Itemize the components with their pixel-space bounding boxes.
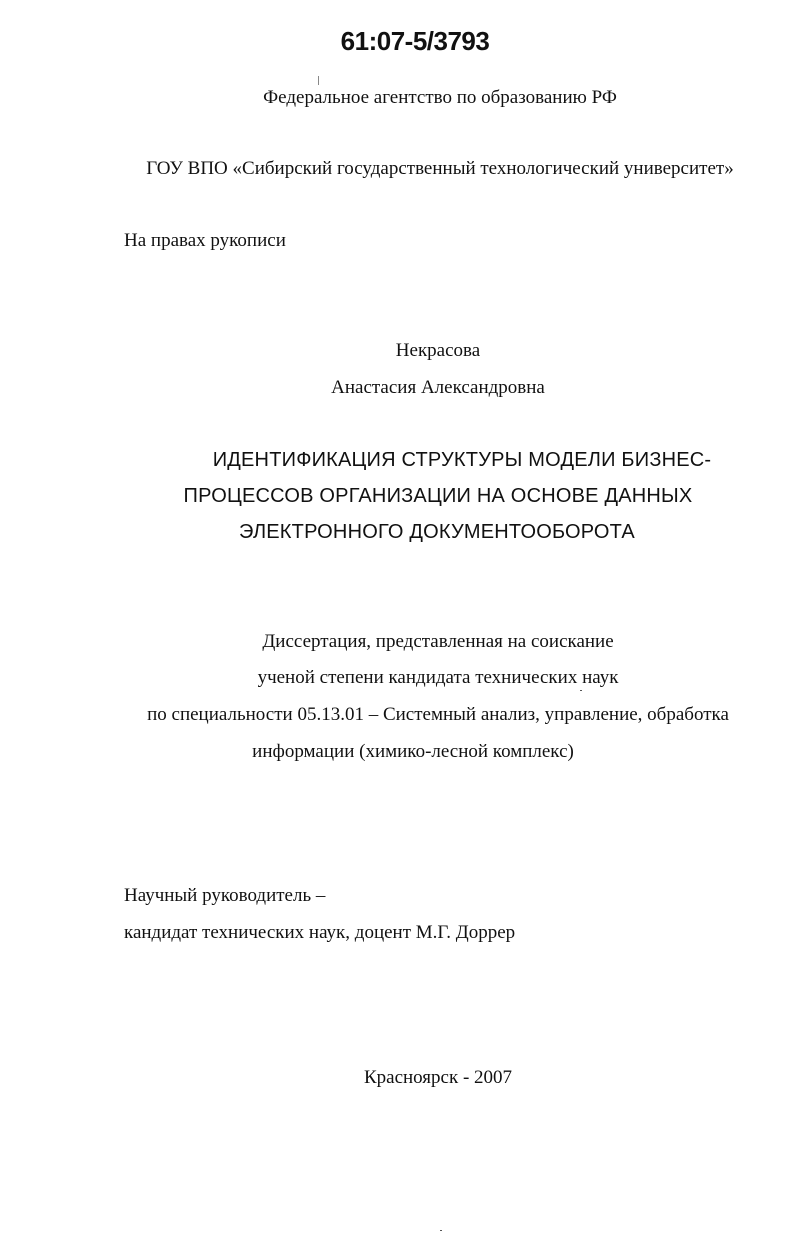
author-surname: Некрасова — [395, 340, 481, 361]
dissertation-line: ученой степени кандидата технических наук — [257, 667, 619, 688]
dissertation-line: Диссертация, представленная на соискание — [262, 631, 614, 652]
archive-number: 61:07-5/3793 — [340, 26, 490, 56]
dissertation-line: информации (химико-лесной комплекс) — [252, 741, 574, 762]
rights-notice: На правах рукописи — [124, 230, 286, 251]
supervisor-label: Научный руководитель – — [124, 885, 326, 906]
scan-speck — [440, 1230, 442, 1231]
title-line: ЭЛЕКТРОННОГО ДОКУМЕНТООБОРОТА — [239, 521, 635, 543]
agency-name: Федеральное агентство по образованию РФ — [263, 87, 617, 108]
dissertation-line: по специальности 05.13.01 – Системный анализ, управление, обработка — [147, 704, 729, 725]
scan-mark — [318, 76, 319, 85]
title-line: ИДЕНТИФИКАЦИЯ СТРУКТУРЫ МОДЕЛИ БИЗНЕС- — [212, 449, 712, 471]
place-and-year: Красноярск - 2007 — [363, 1067, 513, 1088]
university-name: ГОУ ВПО «Сибирский государственный технологический университет» — [146, 158, 734, 179]
supervisor-name: кандидат технических наук, доцент М.Г. Доррер — [124, 922, 516, 943]
author-given-names: Анастасия Александровна — [331, 377, 545, 398]
scan-speck — [580, 690, 582, 691]
title-line: ПРОЦЕССОВ ОРГАНИЗАЦИИ НА ОСНОВЕ ДАННЫХ — [183, 485, 693, 507]
